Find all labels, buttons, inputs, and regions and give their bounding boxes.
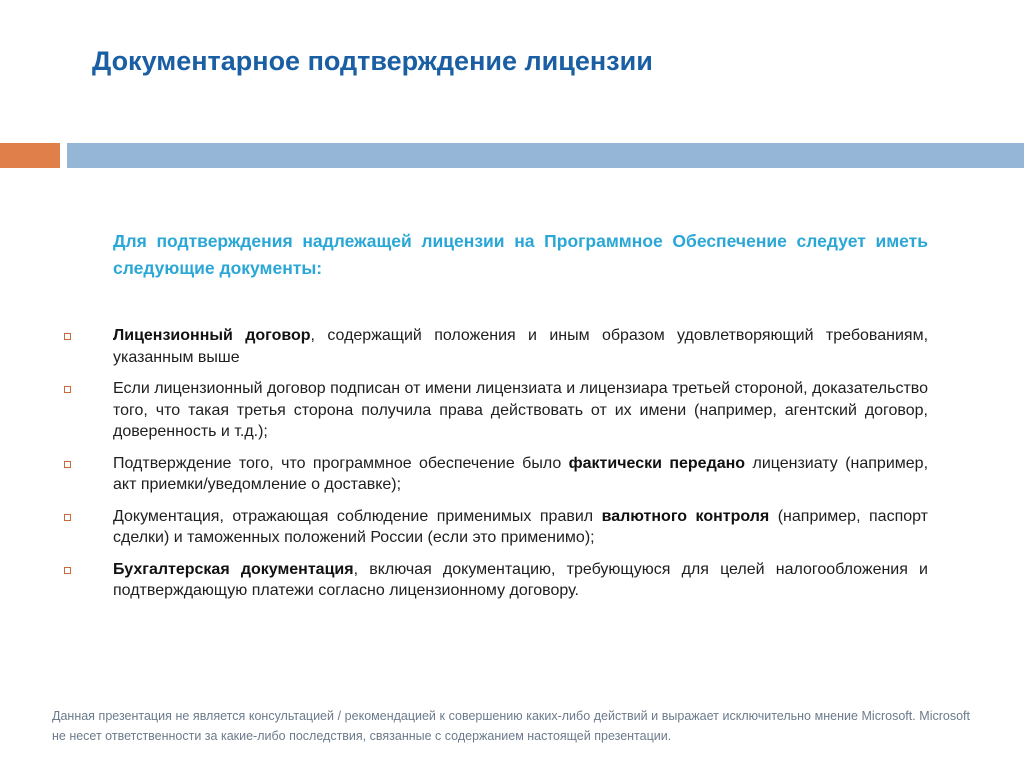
item-text: , содержащий положения и иным образом удовлетворяющий требованиям, указанным выше [113, 327, 929, 366]
list-item [0, 559, 1024, 602]
item-text: Если лицензионный договор подписан от имени лицензиата и лицензиара третьей стороной, доказательство того, что такая третья сторона получила права действовать от их имени (например, агентский договор, доверенность и т.д.); [113, 380, 928, 440]
accent-bar-orange [0, 143, 60, 168]
emphasis-text: фактически передано [568, 454, 746, 472]
item-text: (например, паспорт сделки) и таможенных положений России (если это применимо); [113, 507, 928, 546]
emphasis-text: Лицензионный договор [113, 327, 311, 344]
list-item [0, 325, 1024, 368]
item-text: Документация, отражающая соблюдение применимых правил [113, 507, 602, 525]
intro-text: Для подтверждения надлежащей лицензии на Программное Обеспечение следует иметь следующие документы: [113, 231, 928, 278]
documents-list [0, 325, 1024, 612]
square-bullet-icon [64, 333, 71, 340]
emphasis-text: Бухгалтерская документация [113, 560, 354, 578]
list-item-text [113, 559, 928, 602]
accent-bar-blue [67, 143, 1024, 168]
list-item [0, 378, 1024, 443]
emphasis-text: валютного контроля [601, 507, 770, 525]
item-text: лицензиату (например, акт приемки/уведомление о доставке); [113, 454, 929, 493]
square-bullet-icon [64, 386, 71, 393]
square-bullet-icon [64, 514, 71, 521]
disclaimer-footer: Данная презентация не является консультацией / рекомендацией к совершению каких-либо действий и выражает исключительно мнение Microsoft. Microsoft не несет ответственности за какие-либо последствия, связанные с содержанием настоящей презентации. [52, 709, 970, 743]
list-item-text [113, 325, 928, 368]
list-item-text [113, 378, 928, 443]
list-item-text [113, 506, 928, 549]
slide-title: Документарное подтверждение лицензии [92, 46, 653, 76]
item-text: , включая документацию, требующуюся для целей налогообложения и подтверждающую платежи согласно лицензионному договору. [113, 560, 928, 599]
list-item [0, 453, 1024, 496]
list-item-text [113, 453, 928, 496]
item-text: Подтверждение того, что программное обеспечение было [113, 454, 569, 472]
list-item [0, 506, 1024, 549]
square-bullet-icon [64, 567, 71, 574]
square-bullet-icon [64, 461, 71, 468]
